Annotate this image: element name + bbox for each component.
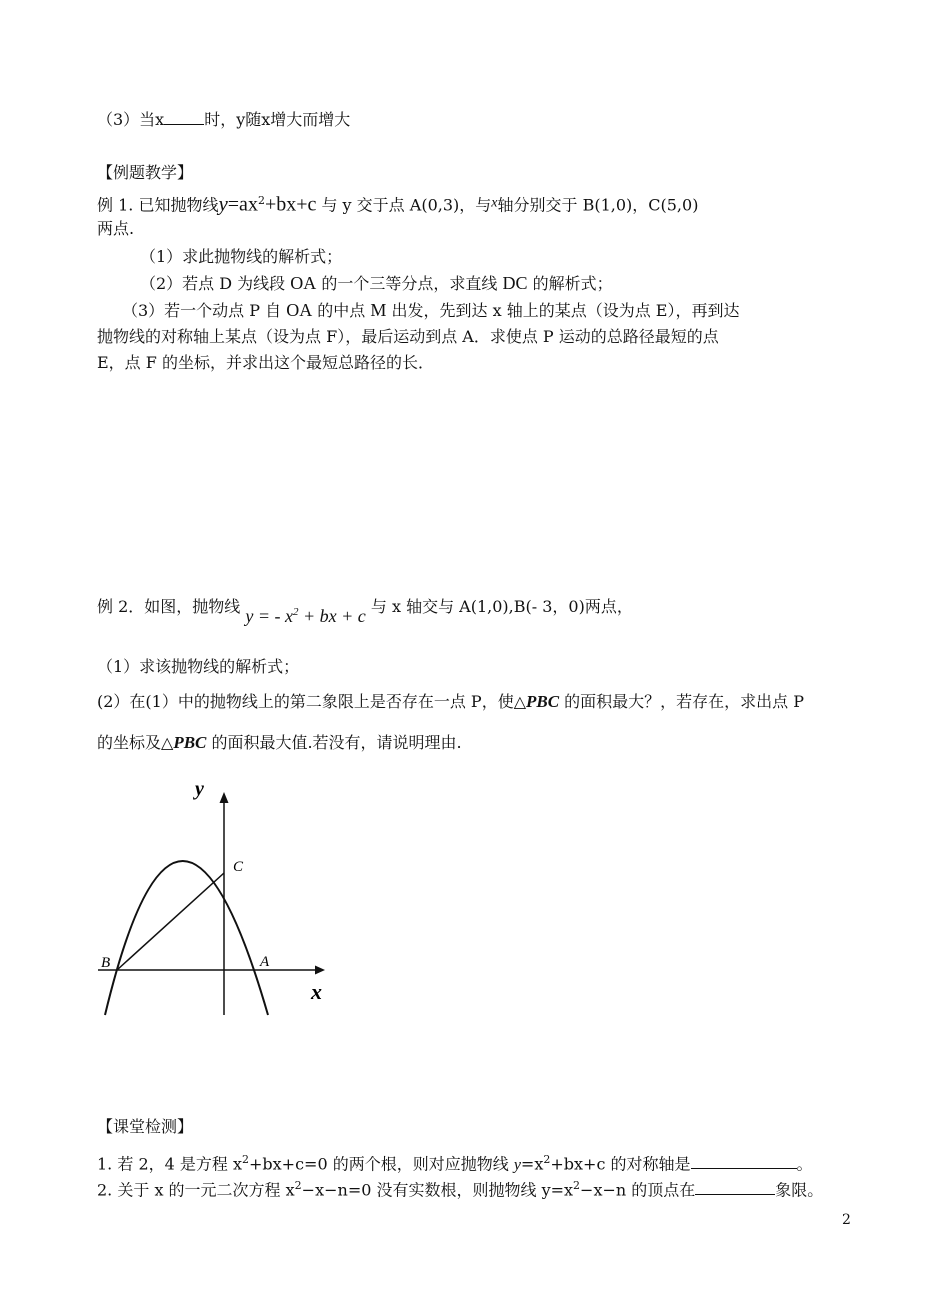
ex1-q2-dc: DC <box>502 273 528 293</box>
ex1-exp: 2 <box>257 194 265 207</box>
example-section-heading: 【例题教学】 <box>97 163 194 182</box>
part3-line <box>97 108 350 131</box>
ex1-q1: （1）求此抛物线的解析式； <box>140 247 343 266</box>
ex1-q2 <box>140 272 613 295</box>
ex2-q2-pbc: PBC <box>526 692 560 711</box>
check-q1-a: 1. 若 2，4 是方程 x <box>97 1154 242 1174</box>
ex1-line2: 两点. <box>97 219 135 238</box>
ex2-exp: 2 <box>293 606 299 618</box>
ex2-line1 <box>97 594 633 629</box>
check-q2-b: −x−n=0 没有实数根，则抛物线 y=x <box>301 1180 574 1200</box>
check-q2-c: −x−n 的顶点在 <box>580 1180 696 1200</box>
ex2-lead: 例 2．如图，抛物线 <box>97 597 241 616</box>
ex2-rest: 与 x 轴交与 A(1,0),B(- 3，0)两点， <box>370 597 633 616</box>
ex1-q3-line2: 抛物线的对称轴上某点（设为点 F），最后运动到点 A．求使点 P 运动的总路径最短的点 <box>97 327 719 346</box>
check-q2 <box>97 1175 823 1201</box>
ex1-formula-rest: =ax <box>227 193 258 216</box>
check-q1-c: =x <box>520 1154 544 1174</box>
ex2-q2-a: (2）在(1）中的抛物线上的第二象限上是否存在一点 P，使△ <box>97 692 527 711</box>
x-axis-arrow <box>315 966 325 975</box>
ex1-mid: 与 y 交于点 A(0,3)，与 <box>321 195 492 215</box>
ex1-q2-b: 的一个三等分点，求直线 <box>316 274 503 293</box>
ex1-q2-c: 的解析式； <box>527 274 613 293</box>
ex1-q3-a: （3）若一个动点 P 自 <box>122 301 287 320</box>
ex2-q2-c: 的坐标及△ <box>97 733 174 752</box>
point-c-label: C <box>233 859 244 875</box>
check-q2-a: 2. 关于 x 的一元二次方程 x <box>97 1180 295 1200</box>
ex1-q3-line3: E，点 F 的坐标，并求出这个最短总路径的长． <box>97 353 434 372</box>
page-number: 2 <box>842 1212 851 1228</box>
ex2-formula-main: y = - x <box>245 606 293 626</box>
ex1-end: 轴分别交于 B(1,0)，C(5,0) <box>497 195 699 215</box>
check-q2-end: 象限。 <box>775 1180 824 1200</box>
ex1-lead: 例 1. 已知抛物线 <box>97 195 219 215</box>
ex2-q2-d: 的面积最大值.若没有，请说明理由. <box>206 733 462 752</box>
ex2-q2-line1 <box>97 691 804 713</box>
answer-blank-1 <box>691 1152 797 1169</box>
check-q1-end: 。 <box>796 1154 813 1174</box>
ex2-formula <box>245 606 365 626</box>
check-q1-d: +bx+c 的对称轴是 <box>550 1154 691 1174</box>
ex1-q3-m: M <box>370 300 387 320</box>
answer-blank <box>164 108 204 125</box>
part3-suffix: 时，y随x增大而增大 <box>204 110 351 129</box>
check-q1-b: +bx+c=0 的两个根，则对应抛物线 <box>249 1154 514 1174</box>
ex2-formula-tail: + bx + c <box>298 606 366 626</box>
check-q2-exp2: 2 <box>573 1179 581 1192</box>
check-section-heading: 【课堂检测】 <box>97 1117 194 1136</box>
ex1-q3-c: 出发，先到达 x 轴上的某点（设为点 E），再到达 <box>386 301 740 320</box>
part3-prefix: （3）当x <box>97 110 165 129</box>
y-axis-label: y <box>195 778 204 800</box>
ex2-q2-pbc2: PBC <box>173 733 207 752</box>
check-q1-exp: 2 <box>242 1153 249 1166</box>
ex1-q3-b: 的中点 <box>312 301 371 320</box>
ex1-q3-oa: OA <box>286 300 313 320</box>
answer-blank-2 <box>695 1178 775 1195</box>
parabola-figure <box>95 770 340 1020</box>
ex1-xvar: x <box>491 195 498 211</box>
check-q2-exp: 2 <box>294 1179 302 1192</box>
y-axis-arrow <box>220 792 229 803</box>
check-q1-y: y <box>513 1156 521 1174</box>
ex1-q2-oa: OA <box>290 273 317 293</box>
check-q1 <box>97 1149 813 1176</box>
ex2-q2-line2 <box>97 732 462 754</box>
ex1-q3-line1 <box>122 299 739 322</box>
ex1-line1 <box>97 188 698 218</box>
point-a-label: A <box>260 954 270 970</box>
x-axis-label: x <box>311 979 322 1004</box>
ex1-formula-y: y <box>218 191 228 216</box>
ex1-q2-a: （2）若点 D 为线段 <box>140 274 291 293</box>
check-q1-exp2: 2 <box>543 1153 551 1166</box>
point-b-label: B <box>101 955 111 971</box>
ex2-q1: （1）求该抛物线的解析式； <box>97 657 300 676</box>
ex1-formula-tail: +bx+c <box>264 193 317 216</box>
ex2-q2-b: 的面积最大？，若存在，求出点 P <box>559 692 805 711</box>
parabola-curve <box>105 861 268 1015</box>
